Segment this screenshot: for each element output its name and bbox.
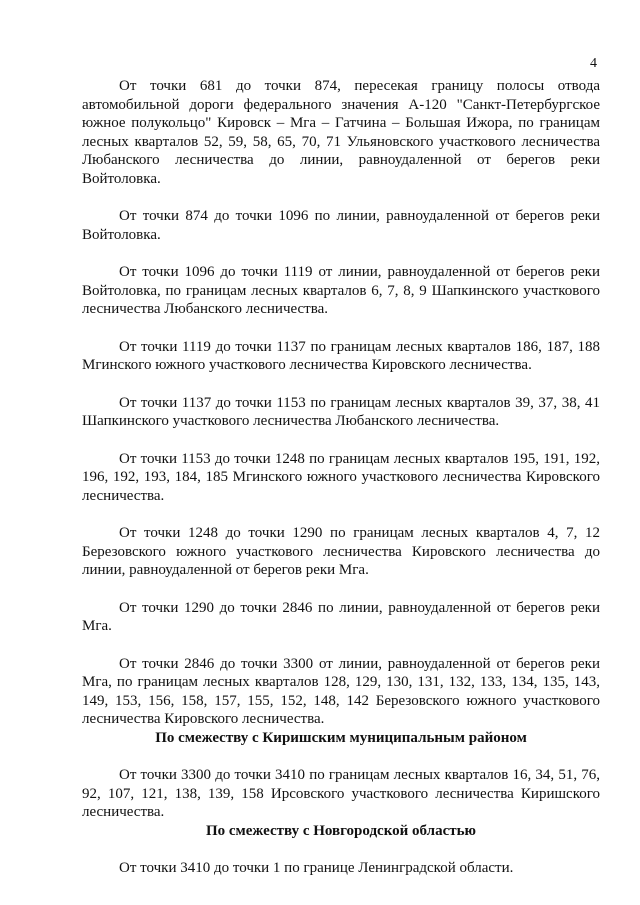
paragraph-1119-1137: От точки 1119 до точки 1137 по границам лесных кварталов 186, 187, 188 Мгинского южного участкового лесничества Кировского лесничества. [82,338,600,373]
paragraph-3410-1: От точки 3410 до точки 1 по границе Ленинградской области. [119,860,514,876]
paragraph-3300-3410: От точки 3300 до точки 3410 по границам лесных кварталов 16, 34, 51, 76, 92, 107, 121, 138, 139, 158 Ирсовского участкового лесничества Киришского лесничества. [82,767,600,820]
section-heading-novgorod: По смежеству с Новгородской областью [205,822,477,839]
paragraph-874-1096: От точки 874 до точки 1096 по линии, равноудаленной от берегов реки Войтоловка. [82,208,600,243]
page-number: 4 [590,56,597,71]
paragraph-1137-1153: От точки 1137 до точки 1153 по границам лесных кварталов 39, 37, 38, 41 Шапкинского участкового лесничества Любанского лесничества. [82,394,600,429]
paragraph-1248-1290: От точки 1248 до точки 1290 по границам лесных кварталов 4, 7, 12 Березовского южного участкового лесничества Кировского лесничества до линии, равноудаленной от берегов реки Мга. [82,525,600,578]
paragraph-1290-2846: От точки 1290 до точки 2846 по линии, равноудаленной от берегов реки Мга. [82,599,600,634]
paragraph-1096-1119: От точки 1096 до точки 1119 от линии, равноудаленной от берегов реки Войтоловка, по границам лесных кварталов 6, 7, 8, 9 Шапкинского участкового лесничества Любанского лесничества. [82,264,600,317]
paragraph-1153-1248: От точки 1153 до точки 1248 по границам лесных кварталов 195, 191, 192, 196, 192, 193, 184, 185 Мгинского южного участкового лесничества Кировского лесничества. [82,450,600,504]
paragraph-2846-3300: От точки 2846 до точки 3300 от линии, равноудаленной от берегов реки Мга, по границам лесных кварталов 128, 129, 130, 131, 132, 133, 134, 135, 143, 149, 153, 156, 158, 157, 155, 152, 148, 142 Березовского южного участкового лесничества Кировского лесничества. [82,655,600,727]
document-body [82,77,600,878]
section-heading-kirishi: По смежеству с Киришским муниципальным районом [155,729,527,746]
paragraph-681-874: От точки 681 до точки 874, пересекая границу полосы отвода автомобильной дороги федерального значения А-120 "Санкт-Петербургское южное полукольцо" Кировск – Мга – Гатчина – Большая Ижора, по границам лесных кварталов 52, 59, 58, 65, 70, 71 Ульяновского участкового лесничества Любанского лесничества до линии, равноудаленной от берегов реки Войтоловка. [82,78,600,187]
